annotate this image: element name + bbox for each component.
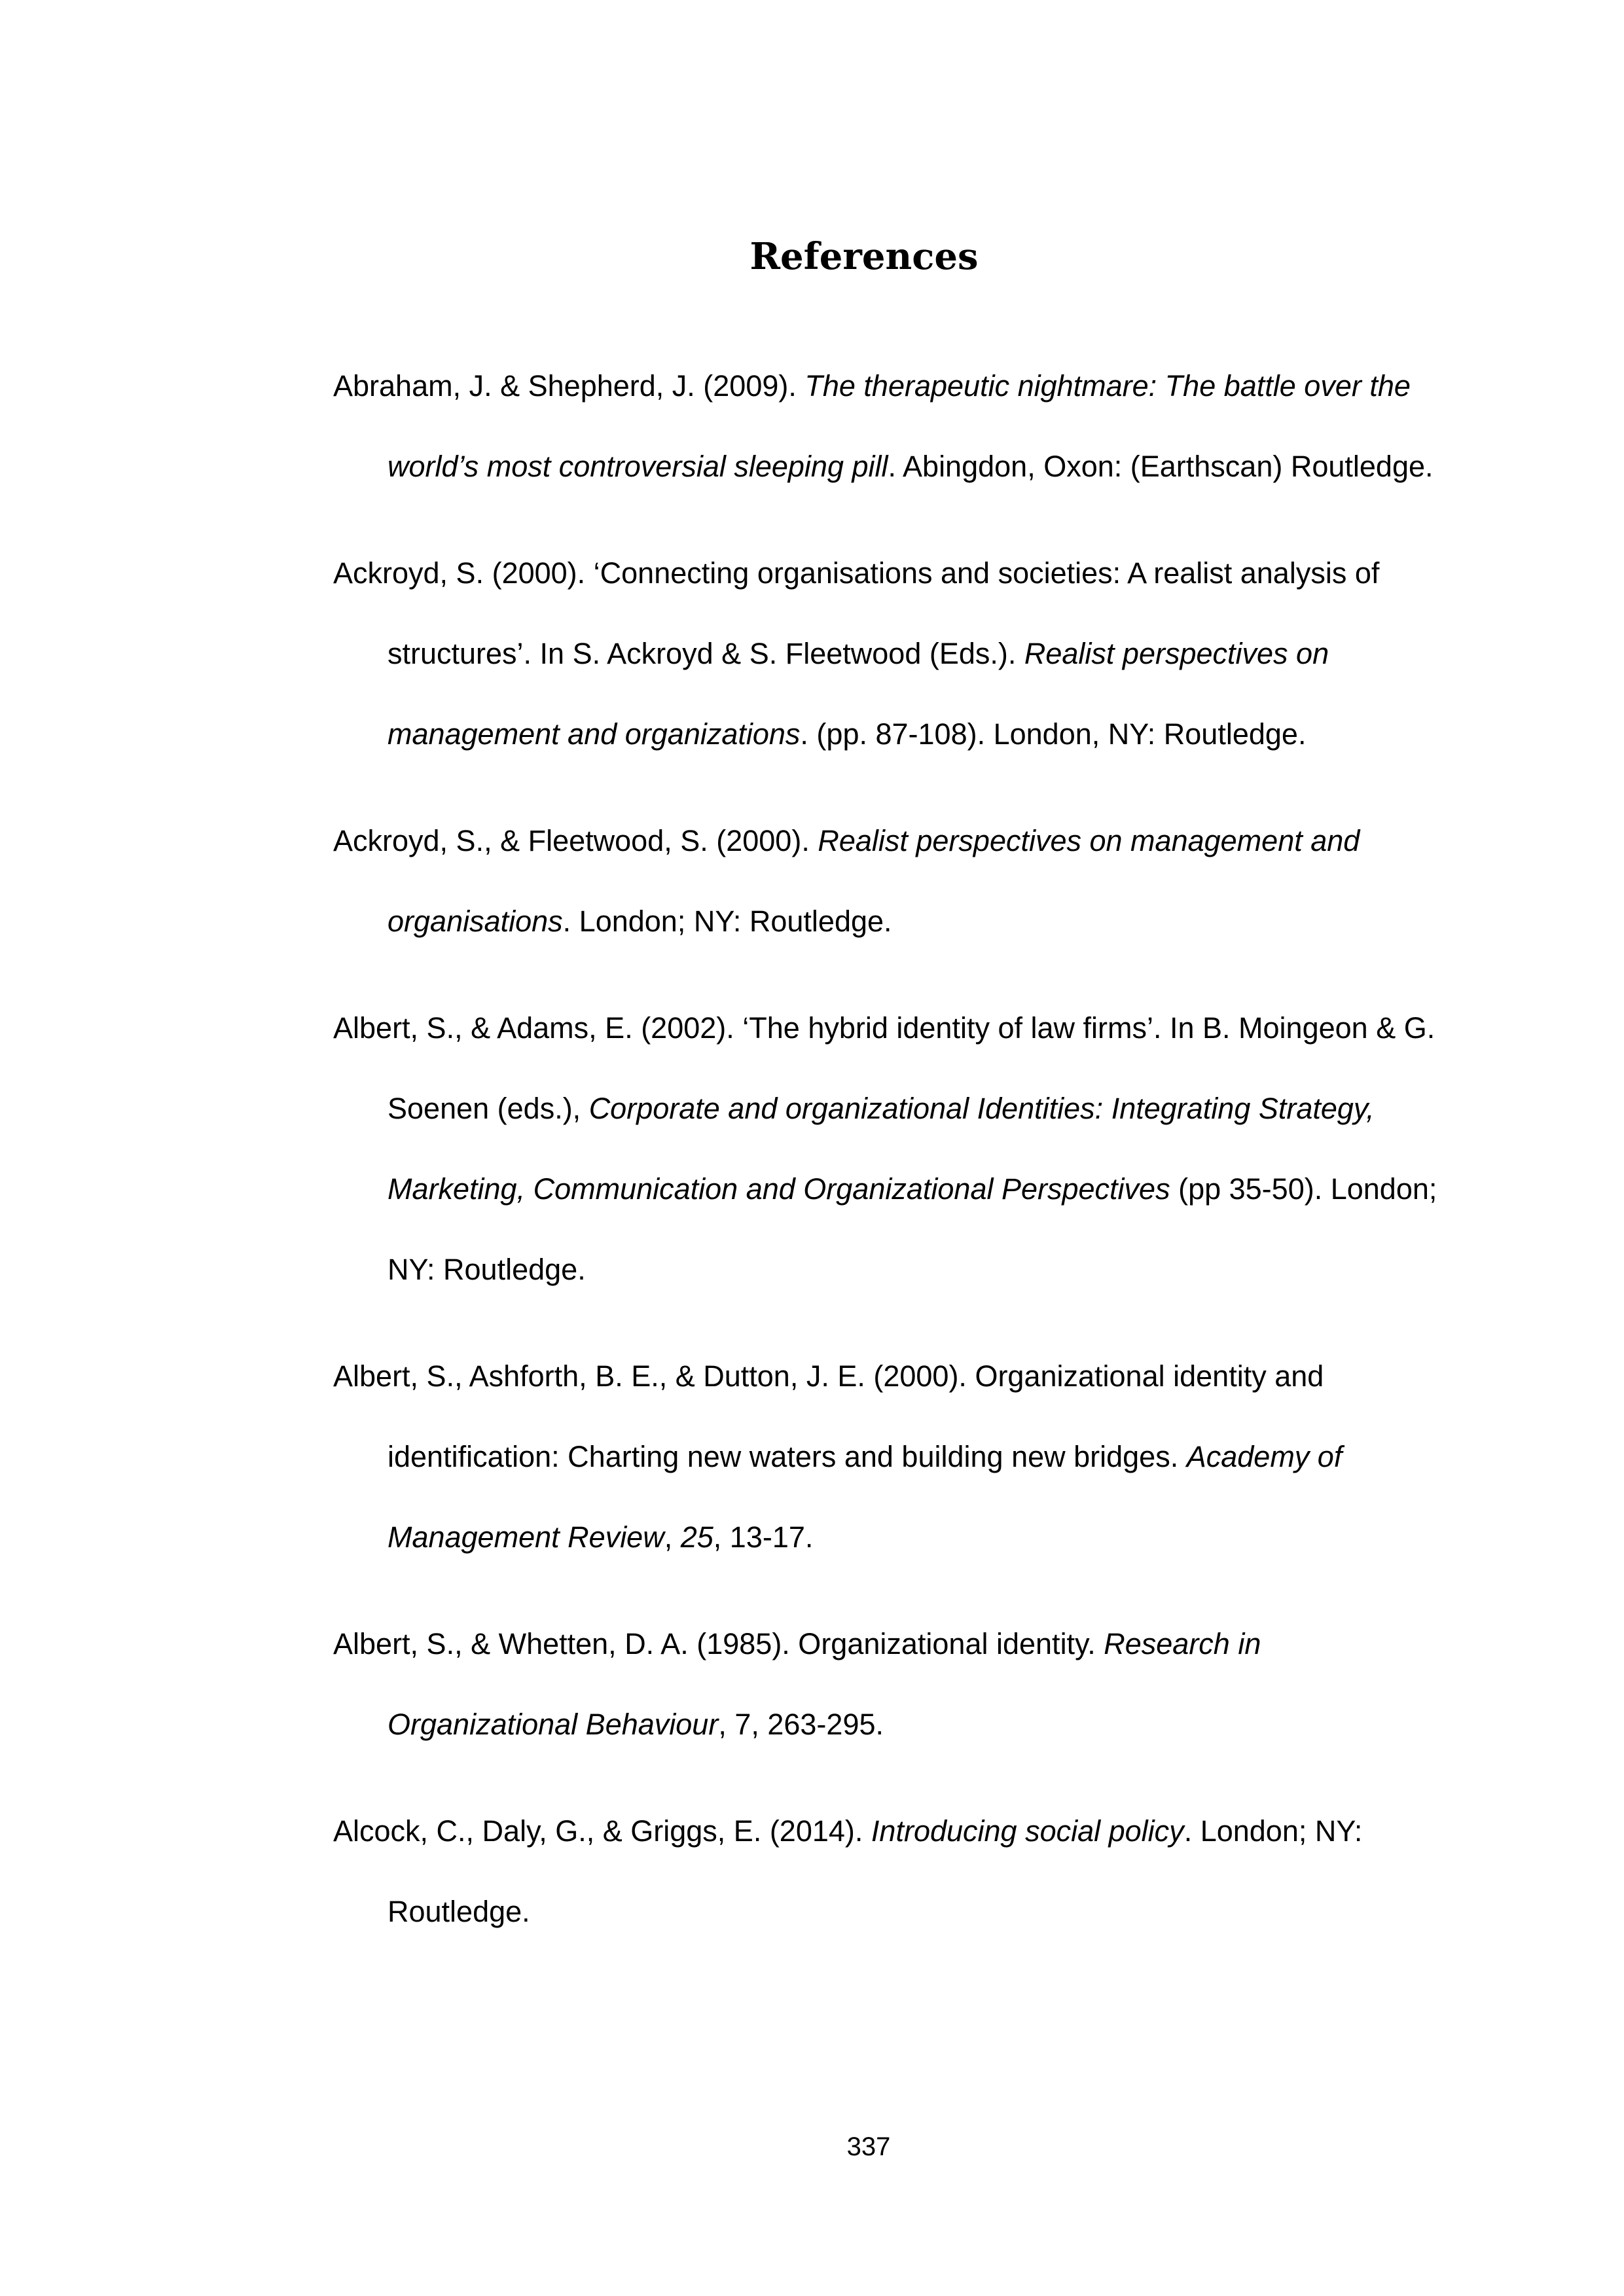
reference-title: Realist perspectives on management and organizations: [388, 637, 1329, 751]
reference-entry-ackroyd-2000a: [333, 533, 1446, 774]
reference-text: Albert, S., & Whetten, D. A. (1985). Organizational identity.: [333, 1627, 1104, 1660]
reference-entry-alcock-daly-griggs-2014: [333, 1791, 1446, 1952]
reference-text: Ackroyd, S., & Fleetwood, S. (2000).: [333, 824, 818, 857]
reference-journal: Research in Organizational Behaviour: [388, 1627, 1261, 1741]
reference-title: Introducing social policy: [871, 1814, 1184, 1848]
reference-text: , 7, 263-295.: [718, 1708, 884, 1741]
reference-text: , 13-17.: [713, 1520, 814, 1554]
reference-text: . London; NY: Routledge.: [562, 905, 892, 938]
reference-volume: 25: [680, 1520, 713, 1554]
reference-text: Abraham, J. & Shepherd, J. (2009).: [333, 369, 805, 403]
reference-entry-albert-ashforth-dutton-2000: [333, 1336, 1446, 1577]
reference-title: Realist perspectives on management and organisations: [388, 824, 1360, 938]
reference-text: Albert, S., Ashforth, B. E., & Dutton, J. E. (2000). Organizational identity and identification: Charting new waters and building new bridges.: [333, 1359, 1324, 1473]
reference-entry-abraham-2009: [333, 346, 1446, 507]
reference-text: Albert, S., & Adams, E. (2002). ‘The hybrid identity of law firms’. In B. Moingeon & G. Soenen (eds.),: [333, 1011, 1435, 1125]
reference-text: Ackroyd, S. (2000). ‘Connecting organisations and societies: A realist analysis of structures’. In S. Ackroyd & S. Fleetwood (Eds.).: [333, 556, 1380, 670]
reference-journal: Academy of Management Review: [388, 1440, 1343, 1554]
reference-entry-albert-whetten-1985: [333, 1604, 1446, 1765]
reference-entry-ackroyd-fleetwood-2000: [333, 800, 1446, 961]
page-title: References: [749, 235, 979, 278]
reference-text: . London; NY: Routledge.: [388, 1814, 1363, 1928]
reference-title: The therapeutic nightmare: The battle over the world’s most controversial sleeping pill: [388, 369, 1411, 483]
reference-title: Corporate and organizational Identities: Integrating Strategy, Marketing, Communication and Organizational Perspectives: [388, 1092, 1375, 1206]
reference-text: ,: [664, 1520, 681, 1554]
reference-text: . Abingdon, Oxon: (Earthscan) Routledge.: [888, 450, 1434, 483]
reference-text: (pp 35-50). London; NY: Routledge.: [388, 1172, 1437, 1286]
page-number: 337: [846, 2132, 891, 2161]
reference-entry-albert-adams-2002: [333, 988, 1446, 1310]
reference-text: . (pp. 87-108). London, NY: Routledge.: [800, 717, 1307, 751]
reference-text: Alcock, C., Daly, G., & Griggs, E. (2014).: [333, 1814, 871, 1848]
reference-list: [333, 346, 1446, 1978]
